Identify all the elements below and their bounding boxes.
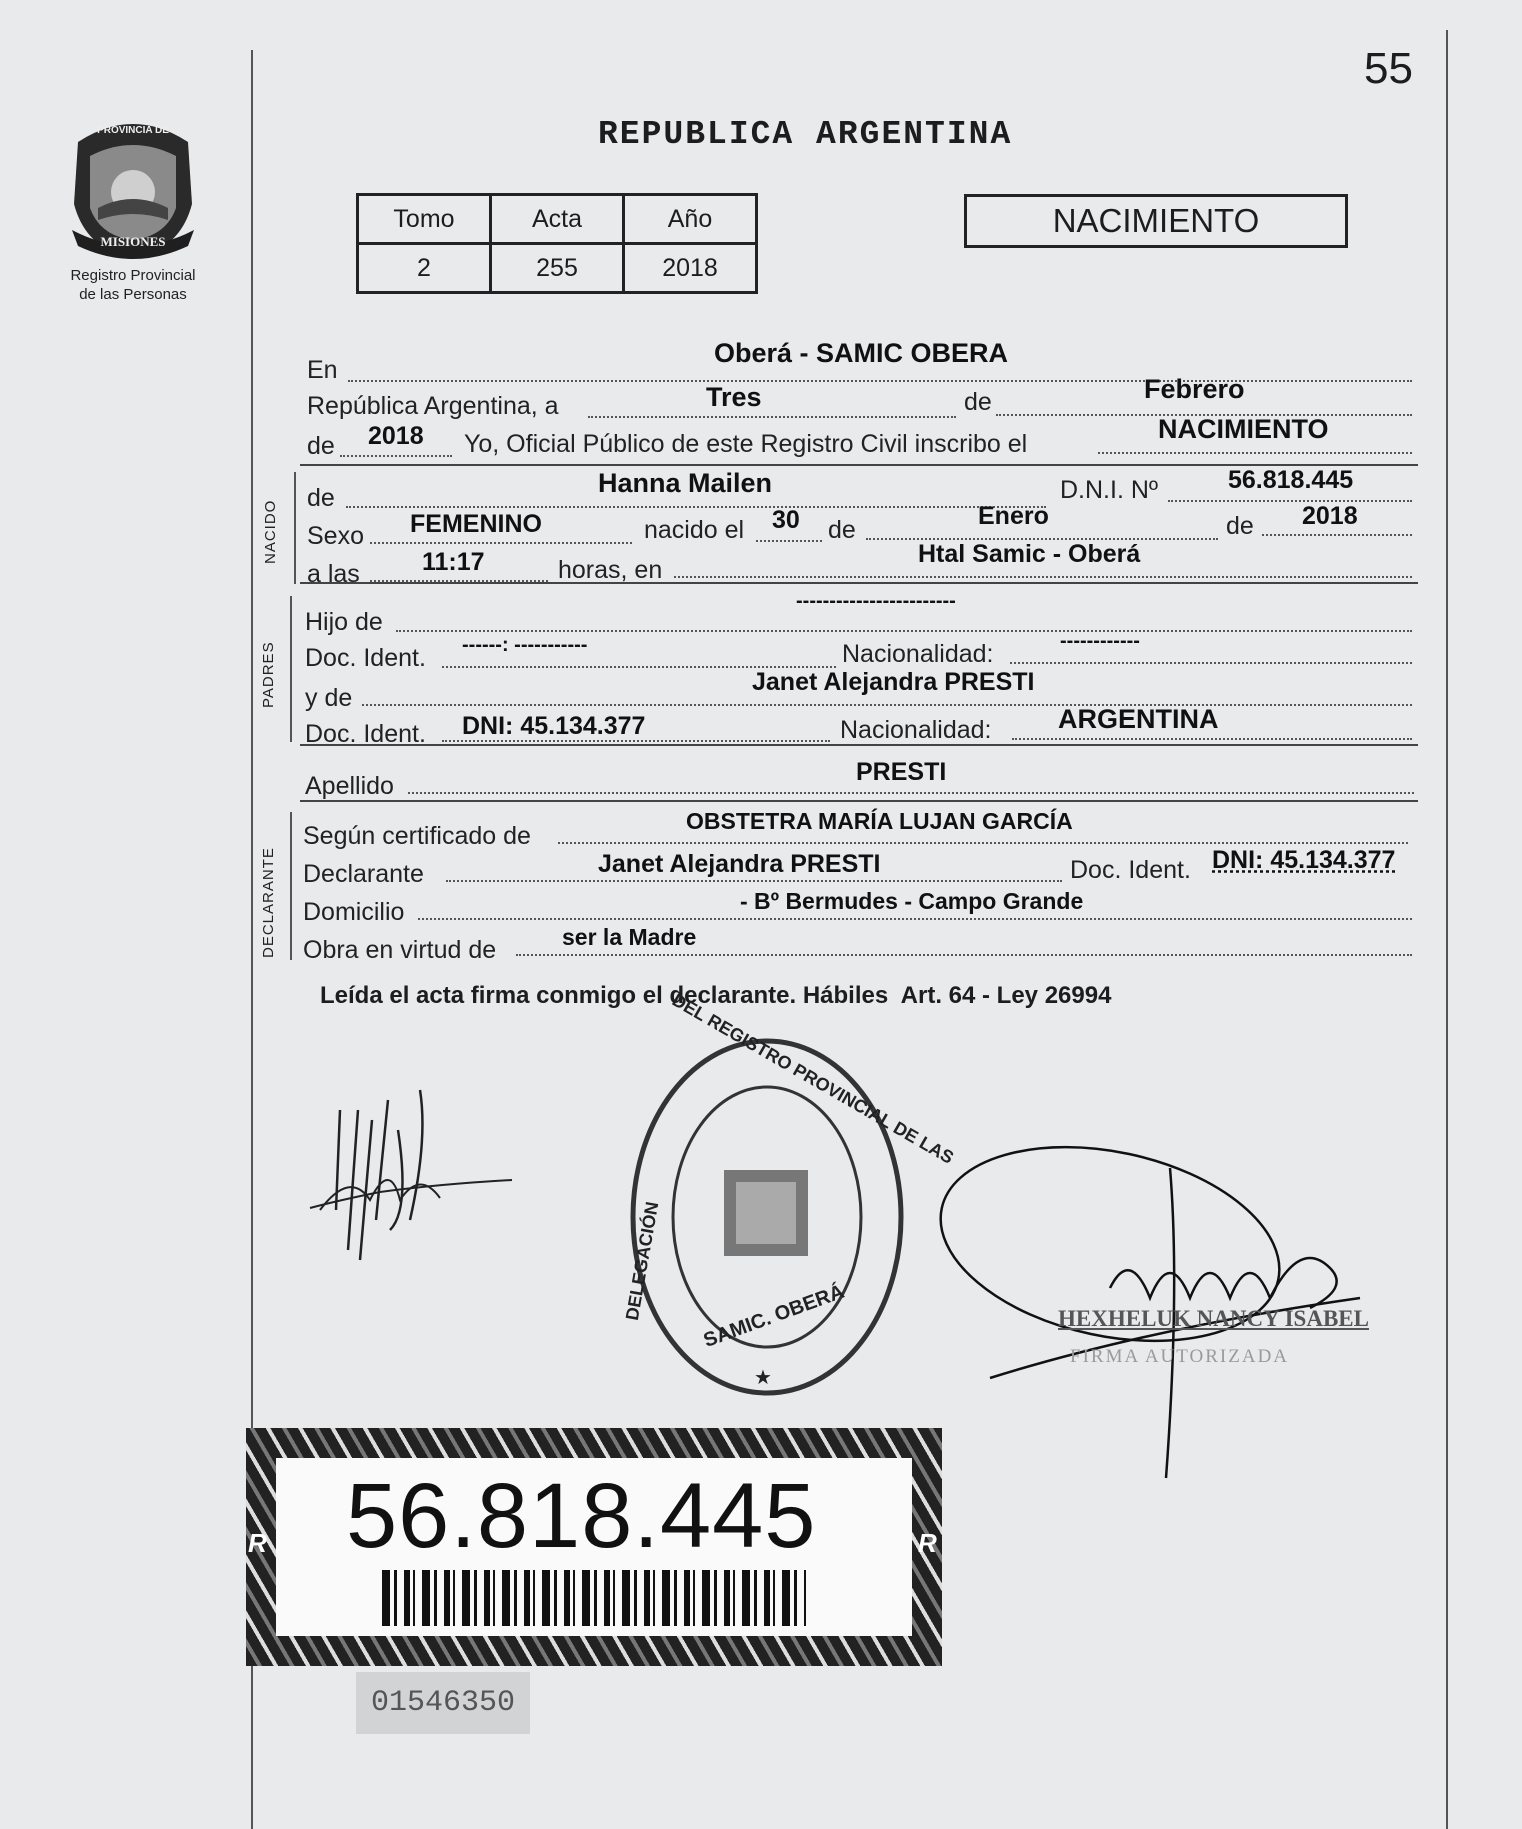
child-dni: 56.818.445	[1228, 466, 1354, 494]
republica-label: República Argentina, a	[307, 392, 559, 420]
declarante-section-label: DECLARANTE	[260, 847, 277, 958]
father-nationality-label: Nacionalidad:	[842, 640, 994, 668]
record-table	[356, 193, 758, 294]
registry-line-2: de las Personas	[79, 286, 187, 303]
birth-de-label-2: de	[1226, 512, 1254, 540]
record-kind-value: NACIMIENTO	[1158, 414, 1329, 444]
dots	[396, 630, 1412, 632]
birth-month: Enero	[978, 502, 1049, 530]
dots	[756, 540, 822, 542]
official-role-print: FIRMA AUTORIZADA	[1070, 1346, 1290, 1367]
official-stamp	[621, 989, 958, 1402]
barcode-bars	[382, 1570, 806, 1626]
dots	[362, 704, 1412, 706]
nacido-section-label: NACIDO	[262, 499, 279, 564]
y-de-label: y de	[305, 684, 353, 712]
child-name: Hanna Mailen	[598, 468, 773, 498]
sexo-label: Sexo	[307, 522, 364, 550]
father-doc: ------: -----------	[462, 634, 588, 656]
padres-section-label: PADRES	[260, 641, 277, 708]
barcode-corner-left: R	[248, 1528, 267, 1558]
birth-de-label: de	[828, 516, 856, 544]
domicilio-label: Domicilio	[303, 898, 405, 926]
padres-side-line	[290, 596, 292, 742]
serial-number: 01546350	[356, 1672, 530, 1734]
declarant-signature	[300, 1080, 520, 1270]
dots	[1098, 452, 1412, 454]
record-table-value-ano: 2018	[624, 244, 757, 293]
de-label: de	[964, 388, 992, 416]
dots	[1168, 500, 1412, 502]
year-value: 2018	[368, 422, 424, 450]
birth-year: 2018	[1302, 502, 1358, 530]
section-divider	[300, 800, 1418, 802]
father-doc-label: Doc. Ident.	[305, 644, 426, 672]
section-divider	[300, 744, 1418, 746]
father-nationality: ------------	[1060, 630, 1140, 652]
closing-text: Leída el acta firma conmigo el declarante. Hábiles Art. 64 - Ley 26994	[320, 982, 1112, 1009]
mother-doc: DNI: 45.134.377	[462, 712, 646, 740]
id-barcode-label	[246, 1428, 942, 1666]
mother-nationality: ARGENTINA	[1058, 704, 1219, 734]
barcode-inner	[276, 1458, 912, 1636]
declarante-side-line	[290, 812, 292, 960]
nacido-el-label: nacido el	[644, 516, 745, 544]
record-type-box: NACIMIENTO	[964, 194, 1348, 248]
mother-doc-label: Doc. Ident.	[305, 720, 426, 748]
birth-place: Htal Samic - Oberá	[918, 540, 1141, 568]
document-title: REPUBLICA ARGENTINA	[598, 116, 1013, 153]
official-name-print: HEXHELUK NANCY ISABEL	[1058, 1306, 1369, 1331]
dots	[674, 576, 1412, 578]
dots	[408, 792, 1414, 794]
horas-label: horas, en	[558, 556, 663, 584]
dots	[446, 880, 1062, 882]
month-value: Febrero	[1144, 374, 1245, 404]
dots	[346, 506, 1046, 508]
dots	[1010, 662, 1412, 664]
seal-bottom-text: MISIONES	[100, 234, 166, 249]
declarante-label: Declarante	[303, 860, 424, 888]
nacido-side-line	[294, 472, 296, 584]
dots	[588, 416, 956, 418]
dots	[370, 542, 632, 544]
birth-day: 30	[772, 506, 800, 534]
declarante-doc-label: Doc. Ident.	[1070, 856, 1191, 884]
hijo-de-label: Hijo de	[305, 608, 383, 636]
declarante-name: Janet Alejandra PRESTI	[598, 850, 881, 878]
place-value: Oberá - SAMIC OBERA	[714, 338, 1009, 368]
dots	[1012, 738, 1412, 740]
mother-name: Janet Alejandra PRESTI	[752, 668, 1035, 696]
dots	[348, 380, 1412, 382]
stamp-star-icon: ★	[754, 1367, 772, 1389]
apellido-label: Apellido	[305, 772, 394, 800]
record-table-value-acta: 255	[491, 244, 624, 293]
stamp-left-text: DELEGACIÓN	[621, 1200, 663, 1322]
apellido-value: PRESTI	[856, 758, 947, 786]
father-name: ------------------------	[796, 590, 956, 612]
official-text: Yo, Oficial Público de este Registro Civil inscribo el	[464, 430, 1028, 458]
obra-value: ser la Madre	[562, 924, 697, 950]
dni-label: D.N.I. Nº	[1060, 476, 1159, 504]
dots	[418, 918, 1412, 920]
cert-value: OBSTETRA MARÍA LUJAN GARCÍA	[686, 808, 1073, 834]
registry-name	[40, 266, 226, 304]
sexo-value: FEMENINO	[410, 510, 542, 538]
birth-time: 11:17	[422, 548, 485, 576]
record-table-header-acta: Acta	[491, 195, 624, 244]
record-table-header-row	[358, 195, 757, 244]
year-prefix-label: de	[307, 432, 335, 460]
record-table-header-tomo: Tomo	[358, 195, 491, 244]
barcode-number: 56.818.445	[346, 1465, 817, 1567]
registry-line-1: Registro Provincial	[70, 267, 196, 284]
en-label: En	[307, 356, 338, 384]
seal-top-text: PROVINCIA DE	[97, 125, 169, 136]
dots	[516, 954, 1412, 956]
mother-nationality-label: Nacionalidad:	[840, 716, 992, 744]
section-divider	[300, 582, 1418, 584]
a-las-label: a las	[307, 560, 360, 588]
declarante-doc: DNI: 45.134.377	[1212, 846, 1396, 874]
right-margin-line	[1446, 30, 1448, 1829]
record-table-header-ano: Año	[624, 195, 757, 244]
obra-label: Obra en virtud de	[303, 936, 497, 964]
cert-label: Según certificado de	[303, 822, 531, 850]
barcode-corner-right: R	[918, 1528, 937, 1558]
page-number: 55	[1364, 44, 1413, 93]
record-table-value-row	[358, 244, 757, 293]
stamp-top-text: DEL REGISTRO PROVINCIAL DE LAS	[668, 989, 958, 1168]
dots	[558, 842, 1408, 844]
stamp-inner-text: SAMIC. OBERÁ	[700, 1280, 848, 1352]
nacido-de-label: de	[307, 484, 335, 512]
dots	[340, 455, 452, 457]
domicilio-value: - Bº Bermudes - Campo Grande	[740, 888, 1084, 914]
province-seal-icon	[68, 112, 198, 260]
dots	[1262, 534, 1412, 536]
record-table-value-tomo: 2	[358, 244, 491, 293]
province-seal	[68, 112, 198, 260]
day-value: Tres	[706, 382, 762, 412]
